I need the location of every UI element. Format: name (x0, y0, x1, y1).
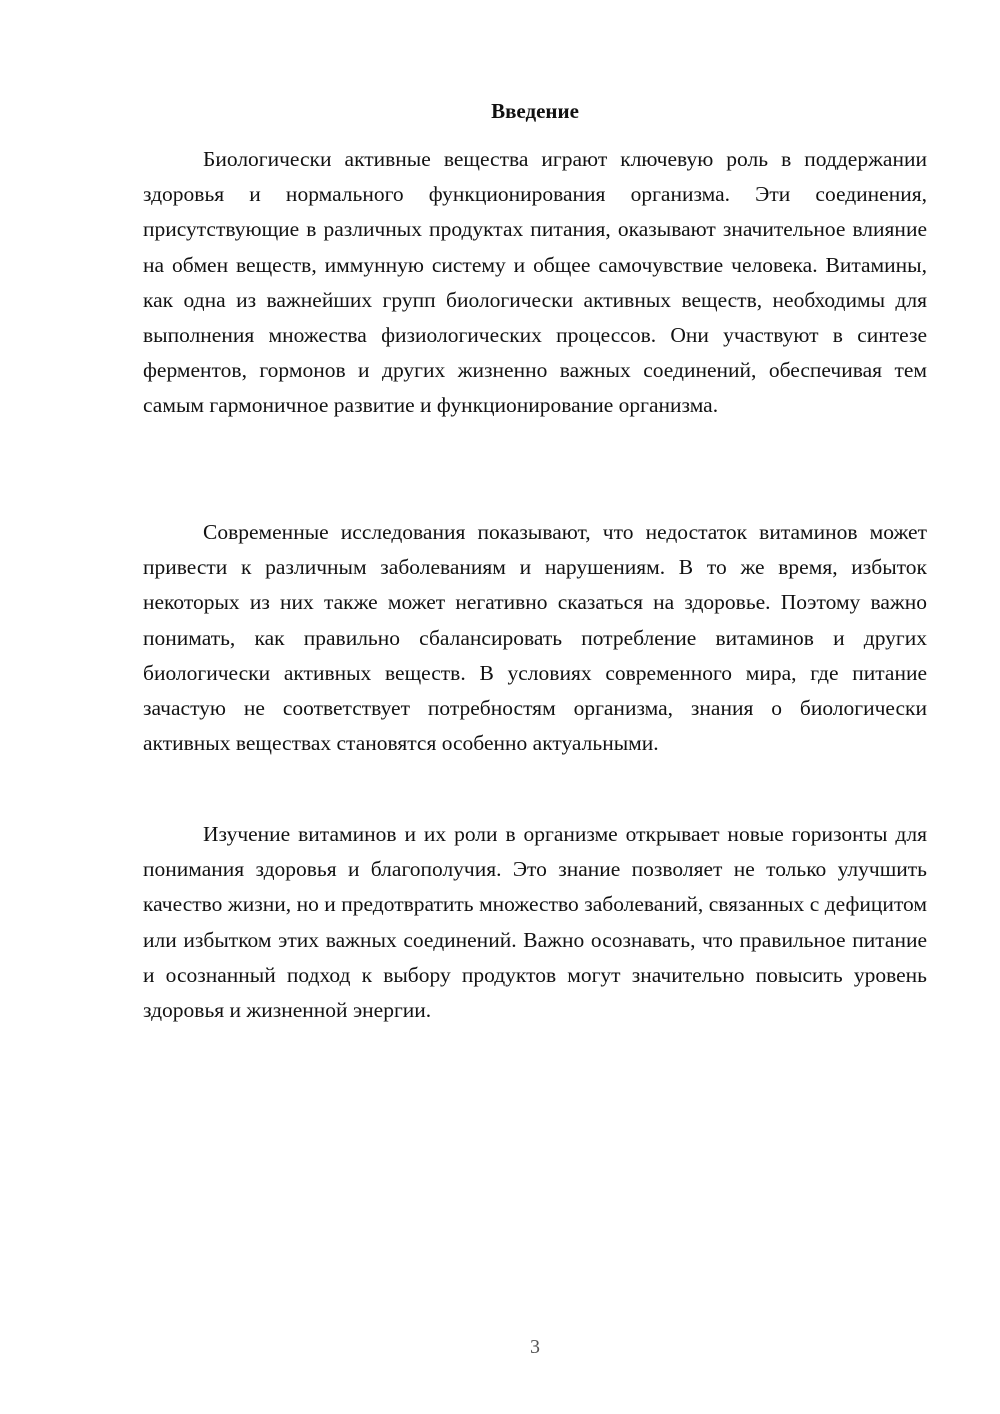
paragraph-3: Изучение витаминов и их роли в организме открывает новые горизонты для понимания здоровья и благополучия. Это знание позволяет не только улучшить качество жизни, но и предотвратить множество заболеваний, связанных с дефицитом или избытком этих важных соединений. Важно осознавать, что правильное питание и осознанный подход к выбору продуктов могут значительно повысить уровень здоровья и жизненной энергии. (143, 822, 927, 1023)
paragraph-1: Биологически активные вещества играют ключевую роль в поддержании здоровья и нормального функционирования организма. Эти соединения, присутствующие в различных продуктах питания, оказывают значительное влияние на обмен веществ, иммунную систему и общее самочувствие человека. Витамины, как одна из важнейших групп биологически активных веществ, необходимы для выполнения множества физиологических процессов. Они участвуют в синтезе ферментов, гормонов и других жизненно важных соединений, обеспечивая тем самым гармоничное развитие и функционирование организма. (143, 147, 927, 418)
section-title: Введение (491, 99, 579, 123)
paragraph-2: Современные исследования показывают, что недостаток витаминов может привести к различным заболеваниям и нарушениям. В то же время, избыток некоторых из них также может негативно сказаться на здоровье. Поэтому важно понимать, как правильно сбалансировать потребление витаминов и других биологически активных веществ. В условиях современного мира, где питание зачастую не соответствует потребностям организма, знания о биологически активных веществах становятся особенно актуальными. (143, 520, 927, 756)
page-number: 3 (530, 1336, 540, 1358)
